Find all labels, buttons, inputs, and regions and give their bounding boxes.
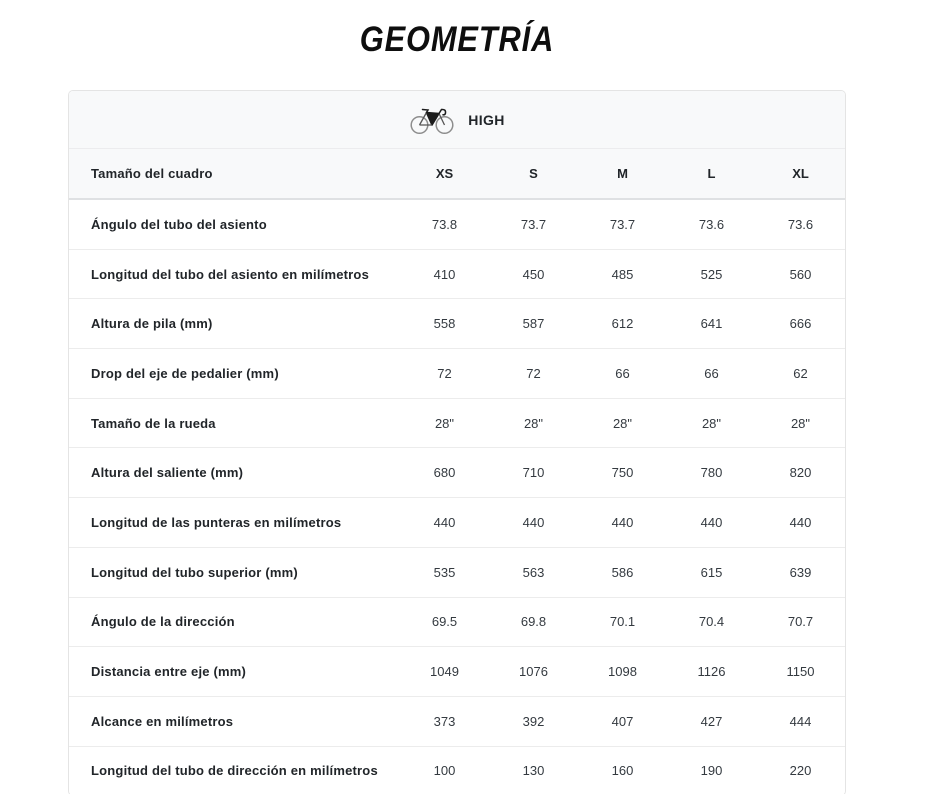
row-value: 1150 — [786, 664, 815, 680]
row-value: 1076 — [519, 664, 548, 680]
row-value: 190 — [700, 763, 723, 779]
row-value: 28" — [434, 415, 455, 431]
row-value: 615 — [700, 564, 723, 580]
row-value: 641 — [700, 316, 723, 332]
row-value: 407 — [611, 713, 634, 729]
row-value: 70.4 — [698, 614, 725, 630]
row-value: 28" — [701, 415, 722, 431]
row-value: 28" — [523, 415, 544, 431]
table-row — [69, 498, 845, 548]
row-value: 72 — [437, 365, 452, 381]
row-label: Longitud del tubo superior (mm) — [91, 564, 298, 580]
row-value: 440 — [700, 514, 723, 530]
row-value: 586 — [611, 564, 634, 580]
row-value: 820 — [789, 465, 812, 481]
row-value: 392 — [522, 713, 545, 729]
row-value: 28" — [790, 415, 811, 431]
row-value: 450 — [522, 266, 545, 282]
row-value: 444 — [789, 713, 812, 729]
table-row — [69, 697, 845, 747]
row-value: 666 — [789, 316, 812, 332]
row-label: Longitud de las punteras en milímetros — [91, 514, 342, 530]
row-label: Altura de pila (mm) — [91, 316, 213, 332]
road-bike-icon — [409, 105, 455, 135]
row-value: 440 — [611, 514, 634, 530]
row-value: 525 — [700, 266, 723, 282]
size-column-header: XS — [435, 166, 454, 181]
row-value: 1049 — [430, 664, 459, 680]
row-label: Drop del eje de pedalier (mm) — [91, 365, 279, 381]
row-value: 73.8 — [431, 216, 458, 232]
row-value: 373 — [433, 713, 456, 729]
row-label: Alcance en milímetros — [91, 713, 234, 729]
row-value: 750 — [611, 465, 634, 481]
table-row — [69, 399, 845, 449]
variant-header — [69, 91, 845, 149]
row-label: Longitud del tubo de dirección en milímetros — [91, 763, 378, 779]
row-value: 558 — [433, 316, 456, 332]
row-value: 563 — [522, 564, 545, 580]
table-row — [69, 200, 845, 250]
row-value: 69.5 — [431, 614, 458, 630]
size-column-header: L — [707, 166, 716, 181]
row-value: 680 — [433, 465, 456, 481]
row-value: 70.7 — [787, 614, 814, 630]
size-header-label: Tamaño del cuadro — [91, 166, 213, 181]
row-value: 440 — [789, 514, 812, 530]
page-title: GEOMETRÍA — [359, 20, 555, 59]
row-value: 560 — [789, 266, 812, 282]
table-row — [69, 448, 845, 498]
size-column-header: M — [617, 166, 628, 181]
row-value: 485 — [611, 266, 634, 282]
row-value: 220 — [789, 763, 812, 779]
row-value: 72 — [526, 365, 541, 381]
row-value: 1126 — [697, 664, 726, 680]
row-value: 73.6 — [698, 216, 725, 232]
table-row — [69, 647, 845, 697]
table-row — [69, 299, 845, 349]
size-header-row — [69, 149, 845, 200]
table-row — [69, 349, 845, 399]
table-row — [69, 548, 845, 598]
row-value: 639 — [789, 564, 812, 580]
geometry-table — [68, 90, 846, 794]
row-label: Tamaño de la rueda — [91, 415, 216, 431]
geometry-table-body — [69, 200, 845, 794]
size-column-header: XL — [792, 166, 809, 181]
row-value: 73.6 — [787, 216, 814, 232]
row-label: Altura del saliente (mm) — [91, 465, 244, 481]
row-value: 780 — [700, 465, 723, 481]
row-value: 66 — [704, 365, 719, 381]
row-label: Ángulo de la dirección — [91, 614, 235, 630]
row-value: 70.1 — [609, 614, 636, 630]
row-value: 130 — [522, 763, 545, 779]
table-row — [69, 598, 845, 648]
table-row — [69, 250, 845, 300]
row-label: Ángulo del tubo del asiento — [91, 216, 267, 232]
row-value: 62 — [793, 365, 808, 381]
row-value: 440 — [522, 514, 545, 530]
row-value: 69.8 — [520, 614, 547, 630]
row-value: 427 — [700, 713, 723, 729]
row-value: 160 — [611, 763, 634, 779]
row-value: 410 — [433, 266, 456, 282]
table-row — [69, 747, 845, 794]
variant-label: HIGH — [468, 111, 505, 128]
row-value: 73.7 — [520, 216, 547, 232]
row-value: 710 — [522, 465, 545, 481]
row-label: Distancia entre eje (mm) — [91, 664, 247, 680]
row-value: 100 — [433, 763, 456, 779]
row-value: 73.7 — [609, 216, 636, 232]
row-value: 440 — [433, 514, 456, 530]
row-value: 587 — [522, 316, 545, 332]
row-value: 535 — [433, 564, 456, 580]
size-column-header: S — [529, 166, 538, 181]
row-value: 1098 — [608, 664, 637, 680]
row-value: 612 — [611, 316, 634, 332]
row-label: Longitud del tubo del asiento en milímetros — [91, 266, 370, 282]
row-value: 66 — [615, 365, 630, 381]
row-value: 28" — [612, 415, 633, 431]
